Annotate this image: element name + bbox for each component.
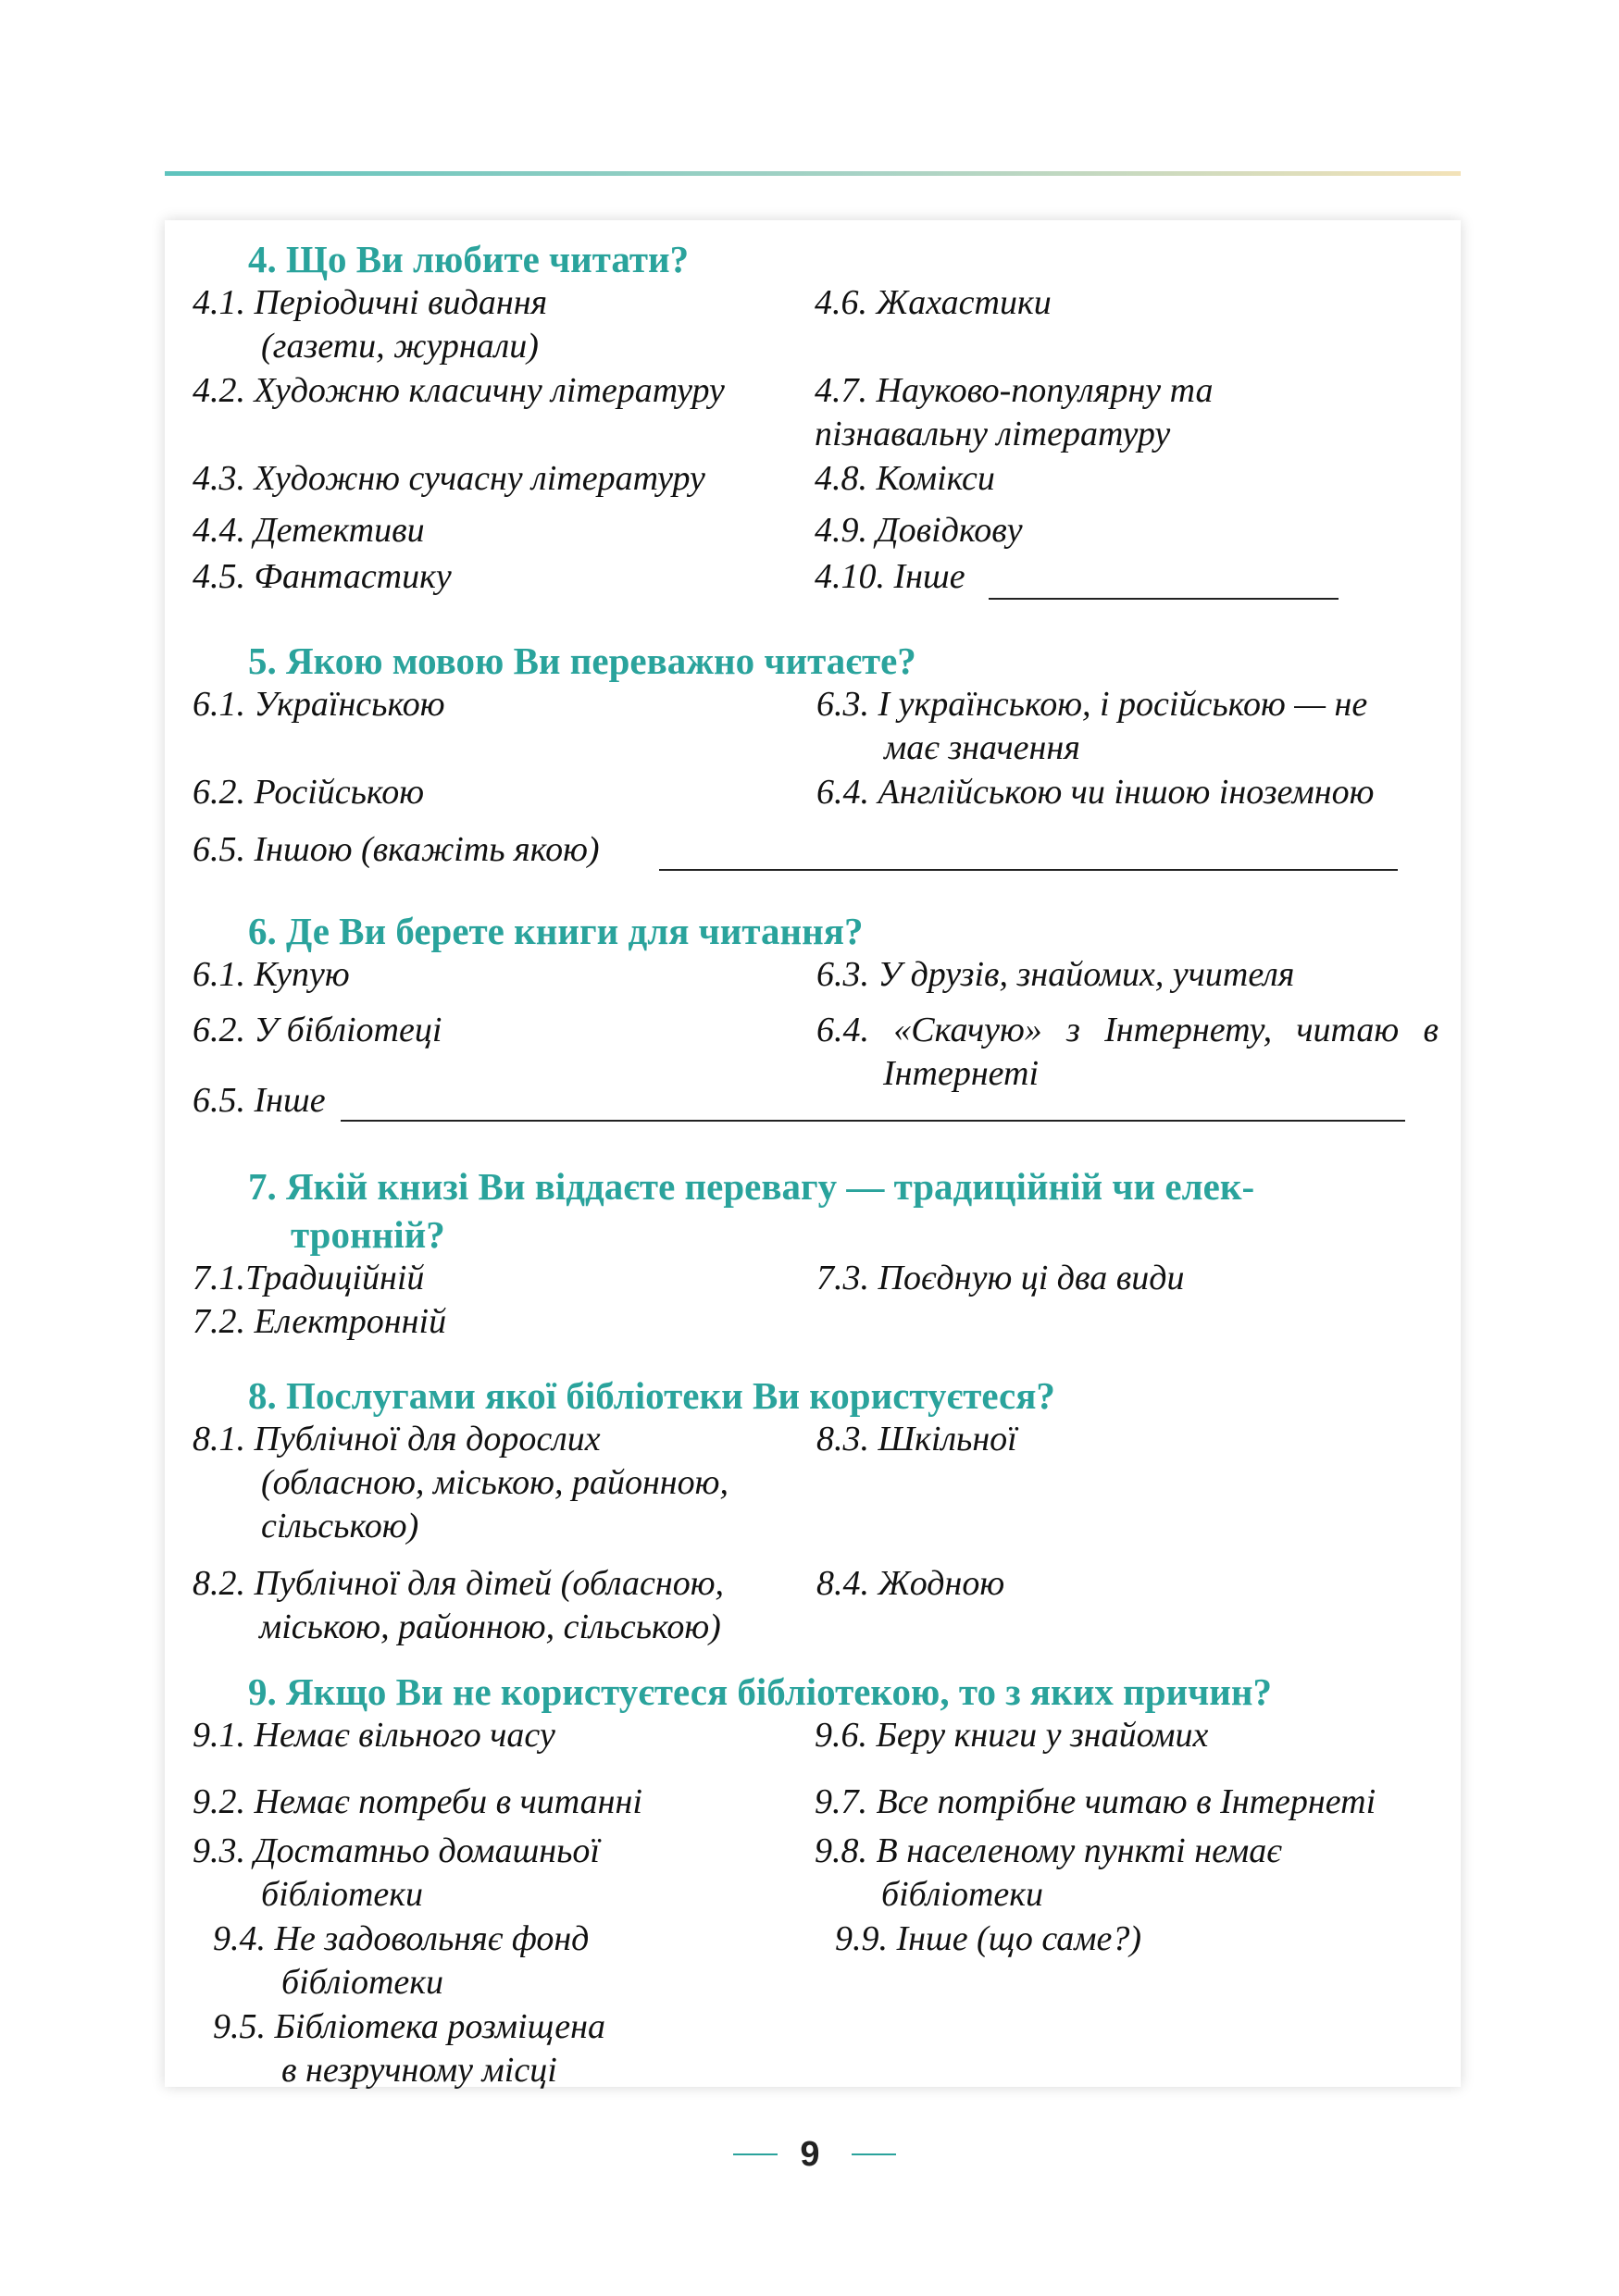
option-label-continued: Інтернеті — [883, 1054, 1040, 1093]
option-label: 8.2. Публічної для дітей (обласною, — [193, 1564, 725, 1603]
option-label-continued: сільською) — [261, 1507, 419, 1545]
option-4-1[interactable] — [193, 281, 547, 368]
option-label: 6.3. І українською, і російською — не — [816, 685, 1368, 724]
option-label-continued: (газети, журнали) — [261, 327, 539, 366]
option-9-6[interactable]: 9.6. Беру книги у знайомих — [815, 1716, 1209, 1755]
page-number-dash-left — [733, 2153, 778, 2155]
option-7-3[interactable]: 7.3. Поєдную ці два види — [816, 1259, 1185, 1297]
option-5-5[interactable]: 6.5. Іншою (вкажіть якою) — [193, 830, 600, 869]
question-9-title: 9. Якщо Ви не користуєтеся бібліотекою, то з яких причин? — [248, 1670, 1273, 1713]
question-4-title: 4. Що Ви любите читати? — [248, 238, 690, 280]
question-7-title — [248, 1162, 1254, 1259]
option-label: 9.3. Достатньо домашньої — [193, 1831, 600, 1870]
option-7-2[interactable]: 7.2. Електронній — [193, 1302, 447, 1341]
option-6-5[interactable]: 6.5. Інше — [193, 1081, 326, 1120]
option-8-4[interactable]: 8.4. Жодною — [816, 1564, 1005, 1603]
option-6-2[interactable]: 6.2. У бібліотеці — [193, 1011, 442, 1049]
option-label: 4.1. Періодичні видання — [193, 283, 548, 322]
option-label-continued: пізнавальну літературу — [815, 415, 1171, 453]
answer-line-6-5[interactable] — [341, 1120, 1405, 1122]
option-5-1[interactable]: 6.1. Українською — [193, 685, 445, 724]
option-label-continued: міською, районною, сільською) — [259, 1607, 721, 1646]
option-4-10[interactable]: 4.10. Інше — [815, 557, 965, 596]
option-9-3[interactable] — [193, 1830, 600, 1917]
option-4-4[interactable]: 4.4. Детективи — [193, 511, 425, 550]
option-6-1[interactable]: 6.1. Купую — [193, 955, 350, 994]
option-6-3[interactable]: 6.3. У друзів, знайомих, учителя — [816, 955, 1295, 994]
option-8-2[interactable] — [193, 1562, 724, 1649]
question-7-title-line1: 7. Якій книзі Ви віддаєте перевагу — традиційній чи елек- — [248, 1165, 1255, 1208]
page-footer — [0, 2128, 1619, 2184]
answer-line-5-5[interactable] — [659, 869, 1398, 871]
option-label-continued: бібліотеки — [261, 1875, 424, 1914]
question-7-title-line2: тронній? — [291, 1213, 445, 1256]
answer-line-4-10[interactable] — [989, 598, 1339, 600]
option-9-2[interactable]: 9.2. Немає потреби в читанні — [193, 1782, 642, 1821]
option-label: 9.4. Не задовольняє фонд — [213, 1919, 590, 1958]
option-8-1[interactable] — [193, 1418, 729, 1548]
option-9-7[interactable]: 9.7. Все потрібне читаю в Інтернеті — [815, 1782, 1376, 1821]
option-4-8[interactable]: 4.8. Комікси — [815, 459, 995, 498]
option-4-6[interactable]: 4.6. Жахастики — [815, 283, 1052, 322]
question-5-title: 5. Якою мовою Ви переважно читаєте? — [248, 639, 916, 682]
question-8-title: 8. Послугами якої бібліотеки Ви користуєтеся? — [248, 1374, 1055, 1417]
option-5-2[interactable]: 6.2. Російською — [193, 773, 425, 812]
option-9-5[interactable] — [213, 2005, 605, 2092]
option-5-3[interactable] — [816, 683, 1367, 770]
option-4-9[interactable]: 4.9. Довідкову — [815, 511, 1023, 550]
option-label-continued: має значення — [884, 728, 1080, 767]
option-9-9[interactable]: 9.9. Інше (що саме?) — [835, 1919, 1142, 1958]
option-label-continued: бібліотеки — [881, 1875, 1044, 1914]
page-number: 9 — [800, 2135, 820, 2174]
option-4-2[interactable]: 4.2. Художню класичну літературу — [193, 371, 725, 410]
question-6-title: 6. Де Ви берете книги для читання? — [248, 910, 864, 952]
top-decorative-rule — [165, 171, 1461, 176]
option-label: 6.4. «Скачую» з Інтернету, читаю в — [816, 1011, 1438, 1049]
option-7-1[interactable]: 7.1.Традиційній — [193, 1259, 425, 1297]
option-label: 9.8. В населеному пункті немає — [815, 1831, 1282, 1870]
option-9-4[interactable] — [213, 1917, 589, 2004]
option-label-continued: в незручному місці — [281, 2051, 557, 2090]
option-label-continued: бібліотеки — [281, 1963, 444, 2002]
option-9-1[interactable]: 9.1. Немає вільного часу — [193, 1716, 555, 1755]
option-6-4[interactable] — [816, 1009, 1438, 1096]
option-8-3[interactable]: 8.3. Шкільної — [816, 1420, 1017, 1458]
option-label: 9.5. Бібліотека розміщена — [213, 2007, 605, 2046]
option-label: 8.1. Публічної для дорослих — [193, 1420, 601, 1458]
option-9-8[interactable] — [815, 1830, 1282, 1917]
option-4-5[interactable]: 4.5. Фантастику — [193, 557, 452, 596]
option-4-3[interactable]: 4.3. Художню сучасну літературу — [193, 459, 705, 498]
page-number-dash-right — [852, 2153, 896, 2155]
option-4-7[interactable] — [815, 369, 1214, 456]
option-label: 4.7. Науково-популярну та — [815, 371, 1214, 410]
option-5-4[interactable]: 6.4. Англійською чи іншою іноземною — [816, 773, 1375, 812]
option-label-continued: (обласною, міською, районною, — [261, 1463, 729, 1502]
